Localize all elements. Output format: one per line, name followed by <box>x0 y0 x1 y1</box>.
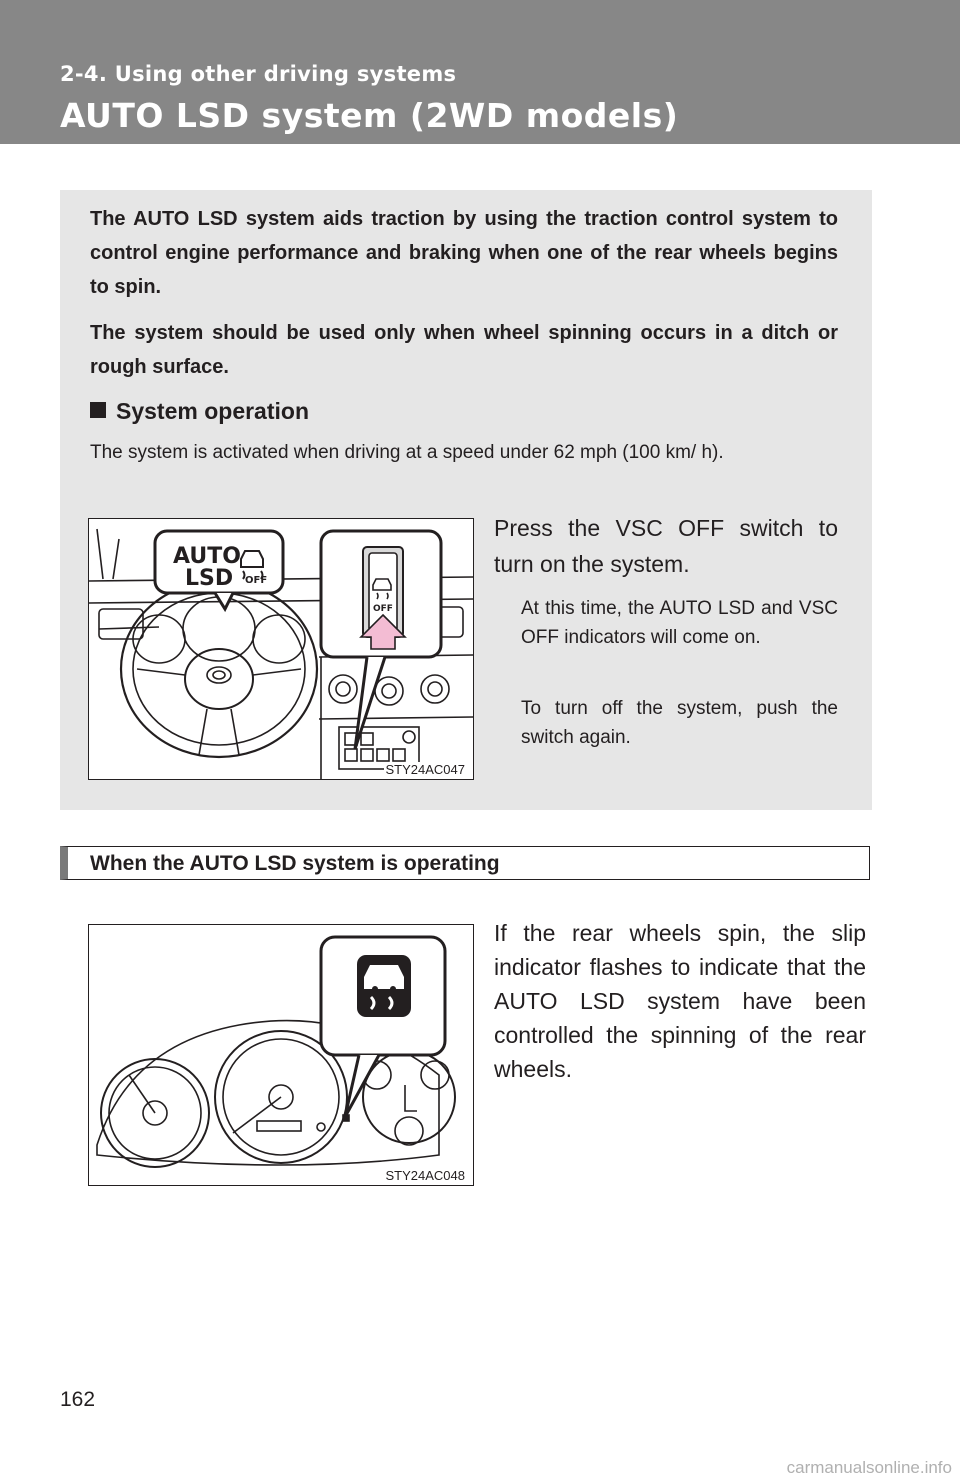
figure-code: STY24AC048 <box>385 1168 465 1183</box>
callout-auto-label: AUTO <box>173 544 241 569</box>
sub-heading <box>90 398 309 425</box>
page-title: AUTO LSD system (2WD models) <box>60 96 679 135</box>
section-heading: When the AUTO LSD system is operating <box>90 852 500 875</box>
dashboard-illustration <box>88 518 474 780</box>
callout-off-label: OFF <box>245 575 268 586</box>
page-number: 162 <box>60 1388 96 1411</box>
step-note-2: To turn off the system, push the switch again. <box>521 698 838 748</box>
section-label: 2-4. Using other driving systems <box>60 62 457 86</box>
callout-lsd-label: LSD <box>185 566 234 591</box>
intro-paragraph-1: The AUTO LSD system aids traction by using the traction control system to control engine performance and braking when one of the rear wheels begins to spin. <box>90 208 838 298</box>
page-header <box>0 0 960 144</box>
dashboard-drawing <box>89 519 473 779</box>
step-text: Press the VSC OFF switch to turn on the system. <box>494 515 838 577</box>
sub-heading-label: System operation <box>116 398 309 424</box>
step-note-1: At this time, the AUTO LSD and VSC OFF indicators will come on. <box>521 598 838 648</box>
instrument-cluster-drawing <box>89 925 473 1185</box>
section-heading-bar <box>60 846 870 880</box>
operation-text: The system is activated when driving at a speed under 62 mph (100 km/ h). <box>90 442 724 463</box>
watermark: carmanualsonline.info <box>786 1458 952 1477</box>
intro-paragraph-2: The system should be used only when wheel spinning occurs in a ditch or rough surface. <box>90 322 838 378</box>
section-text: If the rear wheels spin, the slip indicator flashes to indicate that the AUTO LSD system have been controlled the spinning of the rear wheels. <box>494 920 866 1082</box>
switch-off-label: OFF <box>373 604 393 614</box>
figure-code: STY24AC047 <box>385 762 465 777</box>
instrument-cluster-illustration <box>88 924 474 1186</box>
square-bullet-icon <box>90 402 106 418</box>
